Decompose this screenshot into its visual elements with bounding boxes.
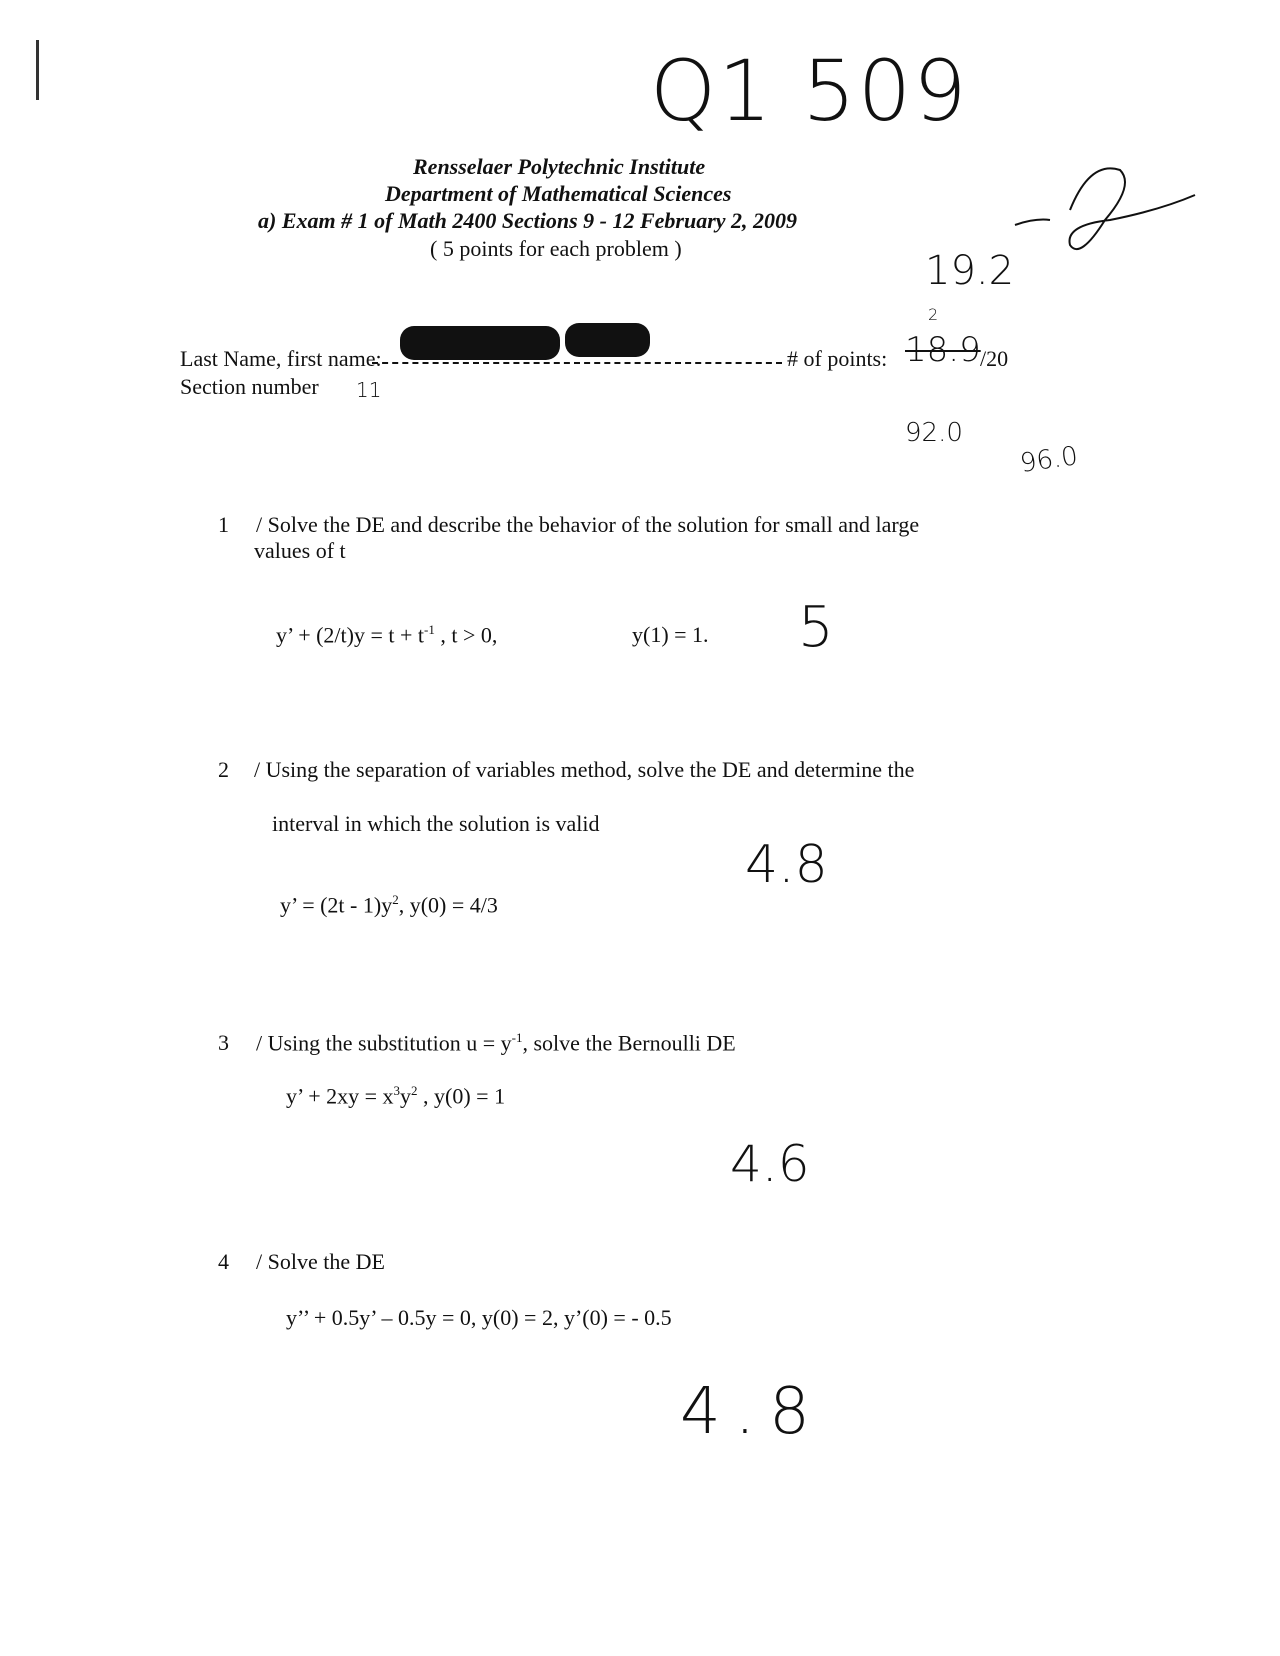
problem-4-number: 4 — [218, 1249, 229, 1274]
redacted-name — [400, 326, 560, 360]
points-total: /20 — [980, 346, 1009, 371]
struck-points: 18.9 — [905, 330, 981, 370]
institution-name: Rensselaer Polytechnic Institute — [413, 154, 706, 179]
handwritten-exam-id: Q1 509 — [650, 42, 969, 140]
grader-signature-icon — [1010, 150, 1200, 270]
section-label: Section number — [180, 374, 319, 399]
problem-3-number: 3 — [218, 1030, 229, 1055]
problem-1-text-2: values of t — [254, 538, 346, 563]
scan-mark — [36, 40, 39, 100]
problem-3-score: 4.6 — [730, 1135, 810, 1193]
problem-1-number: 1 — [218, 512, 229, 537]
problem-2-number: 2 — [218, 757, 229, 782]
section-value: 11 — [356, 378, 382, 402]
problem-1-text: / Solve the DE and describe the behavior of the solution for small and large — [256, 512, 920, 537]
problem-1-equation: y’ + $(2/t)y = t + t^{-1}$ , t > 0, — [276, 622, 498, 648]
redacted-name-2 — [565, 323, 650, 357]
percent-left: 92.0 — [905, 418, 963, 448]
name-label: Last Name, first name: — [180, 346, 382, 371]
problem-2-text: / Using the separation of variables method, solve the DE and determine the — [254, 757, 915, 782]
problem-2-score: 4.8 — [745, 835, 828, 895]
problem-3-text: / Using the substitution $u = y^{-1}$, solve the Bernoulli DE — [256, 1030, 736, 1056]
percent-right: 96.0 — [1018, 441, 1080, 479]
points-note: ( 5 points for each problem ) — [430, 236, 682, 261]
problem-4-text: / Solve the DE — [256, 1249, 385, 1274]
problem-3-equation: y’ + $2xy = x^3y^2$ , y(0) = 1 — [286, 1083, 506, 1109]
problem-1-score: 5 — [798, 595, 834, 660]
points-correction: 2 — [928, 305, 939, 324]
name-dashed-line — [372, 362, 782, 364]
problem-1-condition: y(1) = 1. — [632, 622, 709, 647]
points-label: # of points: — [787, 346, 888, 371]
exam-title: a) Exam # 1 of Math 2400 Sections 9 - 12 February 2, 2009 — [258, 208, 798, 233]
problem-2-text-2: interval in which the solution is valid — [272, 811, 600, 836]
problem-4-score: 4.8 — [680, 1375, 824, 1449]
problem-2-equation: y’ = $(2t - 1)y^2$, y(0) = 4/3 — [280, 892, 498, 918]
corrected-total: 19.2 — [925, 248, 1015, 294]
department-name: Department of Mathematical Sciences — [385, 181, 732, 206]
problem-4-equation: y’’ + 0.5y’ – 0.5y = 0, y(0) = 2, y’(0) = - 0.5 — [286, 1305, 672, 1330]
